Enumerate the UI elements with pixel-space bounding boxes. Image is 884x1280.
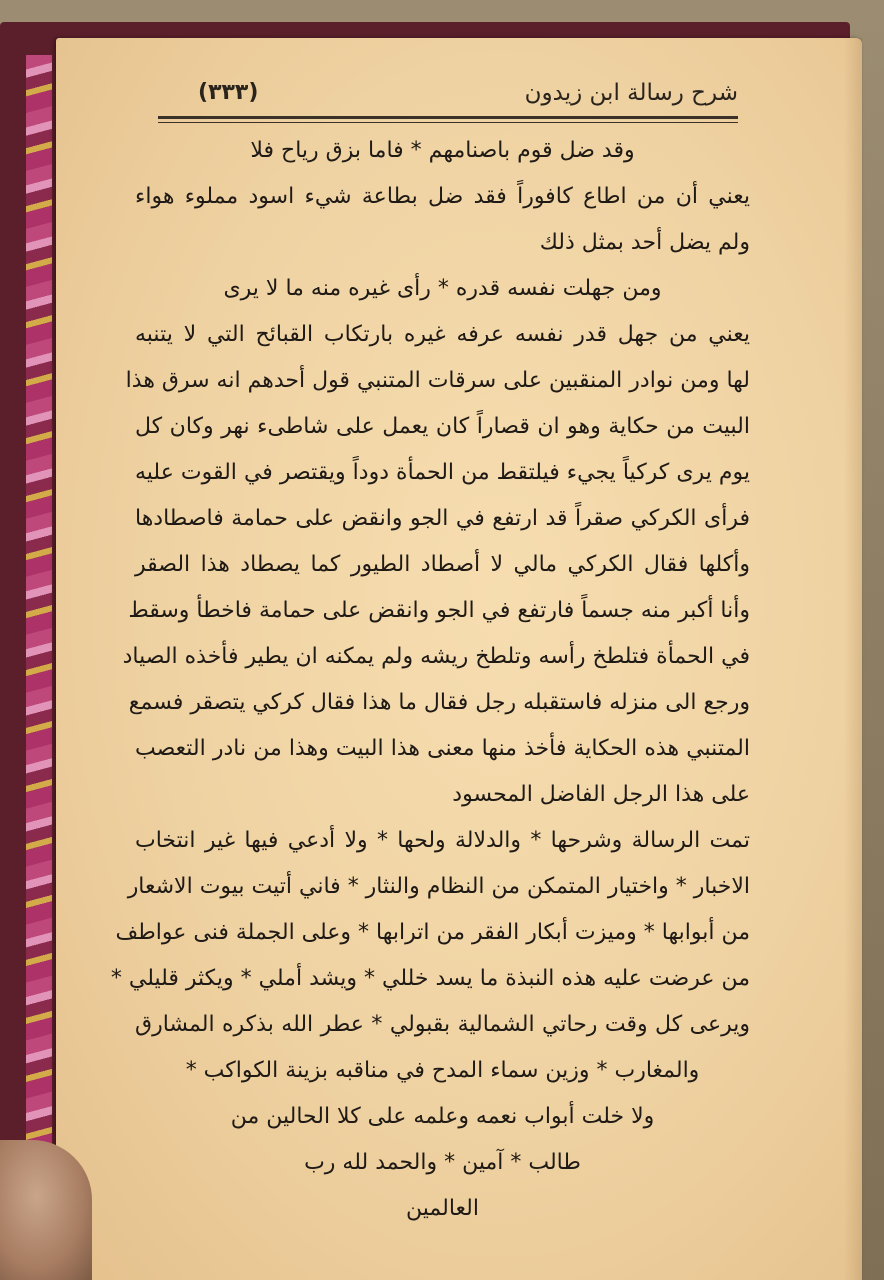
running-title: شرح رسالة ابن زيدون: [524, 80, 738, 106]
header-rule: [158, 116, 738, 119]
text-line: والمغارب * وزين سماء المدح في مناقبه بزينة الكواكب *: [185, 1058, 700, 1083]
text-line: تمت الرسالة وشرحها * والدلالة ولحها * ولا أدعي فيها غير انتخاب: [135, 828, 750, 853]
text-line: من أبوابها * وميزت أبكار الفقر من اترابها * وعلى الجملة فنى عواطف: [115, 920, 750, 945]
text-line: يوم يرى كركياً يجيء فيلتقط من الحمأة دوداً ويقتصر في القوت عليه: [135, 460, 750, 485]
text-line: الاخبار * واختيار المتمكن من النظام والنثار * فاني أتيت بيوت الاشعار: [127, 874, 750, 899]
holding-thumb: [0, 1140, 92, 1280]
page-body: [110, 128, 750, 1232]
header-rule-thin: [158, 122, 738, 123]
page-number: (٣٣٣): [198, 80, 259, 105]
text-line: ويرعى كل وقت رحاتي الشمالية بقبولي * عطر الله بذكره المشارق: [135, 1012, 750, 1037]
text-line: ولم يضل أحد بمثل ذلك: [539, 230, 750, 255]
text-line: ورجع الى منزله فاستقبله رجل فقال ما هذا فقال كركي يتصقر فسمع: [128, 690, 750, 715]
text-line: البيت من حكاية وهو ان قصاراً كان يعمل على شاطىء نهر وكان كل: [135, 414, 750, 439]
text-line: في الحمأة فتلطخ رأسه وتلطخ ريشه ولم يمكنه ان يطير فأخذه الصياد: [122, 644, 750, 669]
verse-line: وقد ضل قوم باصنامهم * فاما بزق رياح فلا: [250, 138, 635, 163]
text-line: من عرضت عليه هذه النبذة ما يسد خللي * ويشد أملي * ويكثر قليلي *: [110, 966, 750, 991]
text-line: لها ومن نوادر المنقبين على سرقات المتنبي قول أحدهم انه سرق هذا: [125, 368, 750, 393]
text-line: فرأى الكركي صقراً قد ارتفع في الجو وانقض على حمامة فاصطادها: [135, 506, 750, 531]
text-line: ولا خلت أبواب نعمه وعلمه على كلا الحالين من: [230, 1104, 655, 1129]
verse-line: ومن جهلت نفسه قدره * رأى غيره منه ما لا يرى: [223, 276, 662, 301]
running-header: [158, 78, 738, 118]
text-line: وأكلها فقال الكركي مالي لا أصطاد الطيور كما يصطاد هذا الصقر: [135, 552, 750, 577]
text-line: المتنبي هذه الحكاية فأخذ منها معنى هذا البيت وهذا من نادر التعصب: [135, 736, 750, 761]
text-line: وأنا أكبر منه جسماً فارتفع في الجو وانقض على حمامة فاخطأ وسقط: [128, 598, 750, 623]
text-line: على هذا الرجل الفاضل المحسود: [452, 782, 750, 807]
closing-word: العالمين: [406, 1196, 479, 1221]
floral-endpaper: [26, 55, 52, 1155]
text-line: طالب * آمين * والحمد لله رب: [304, 1150, 581, 1175]
text-line: يعني من جهل قدر نفسه عرفه غيره بارتكاب القبائح التي لا يتنبه: [135, 322, 750, 347]
text-line: يعني أن من اطاع كافوراً فقد ضل بطاعة شيء اسود مملوء هواء: [135, 184, 750, 209]
page-edge-shadow: [844, 38, 862, 1280]
